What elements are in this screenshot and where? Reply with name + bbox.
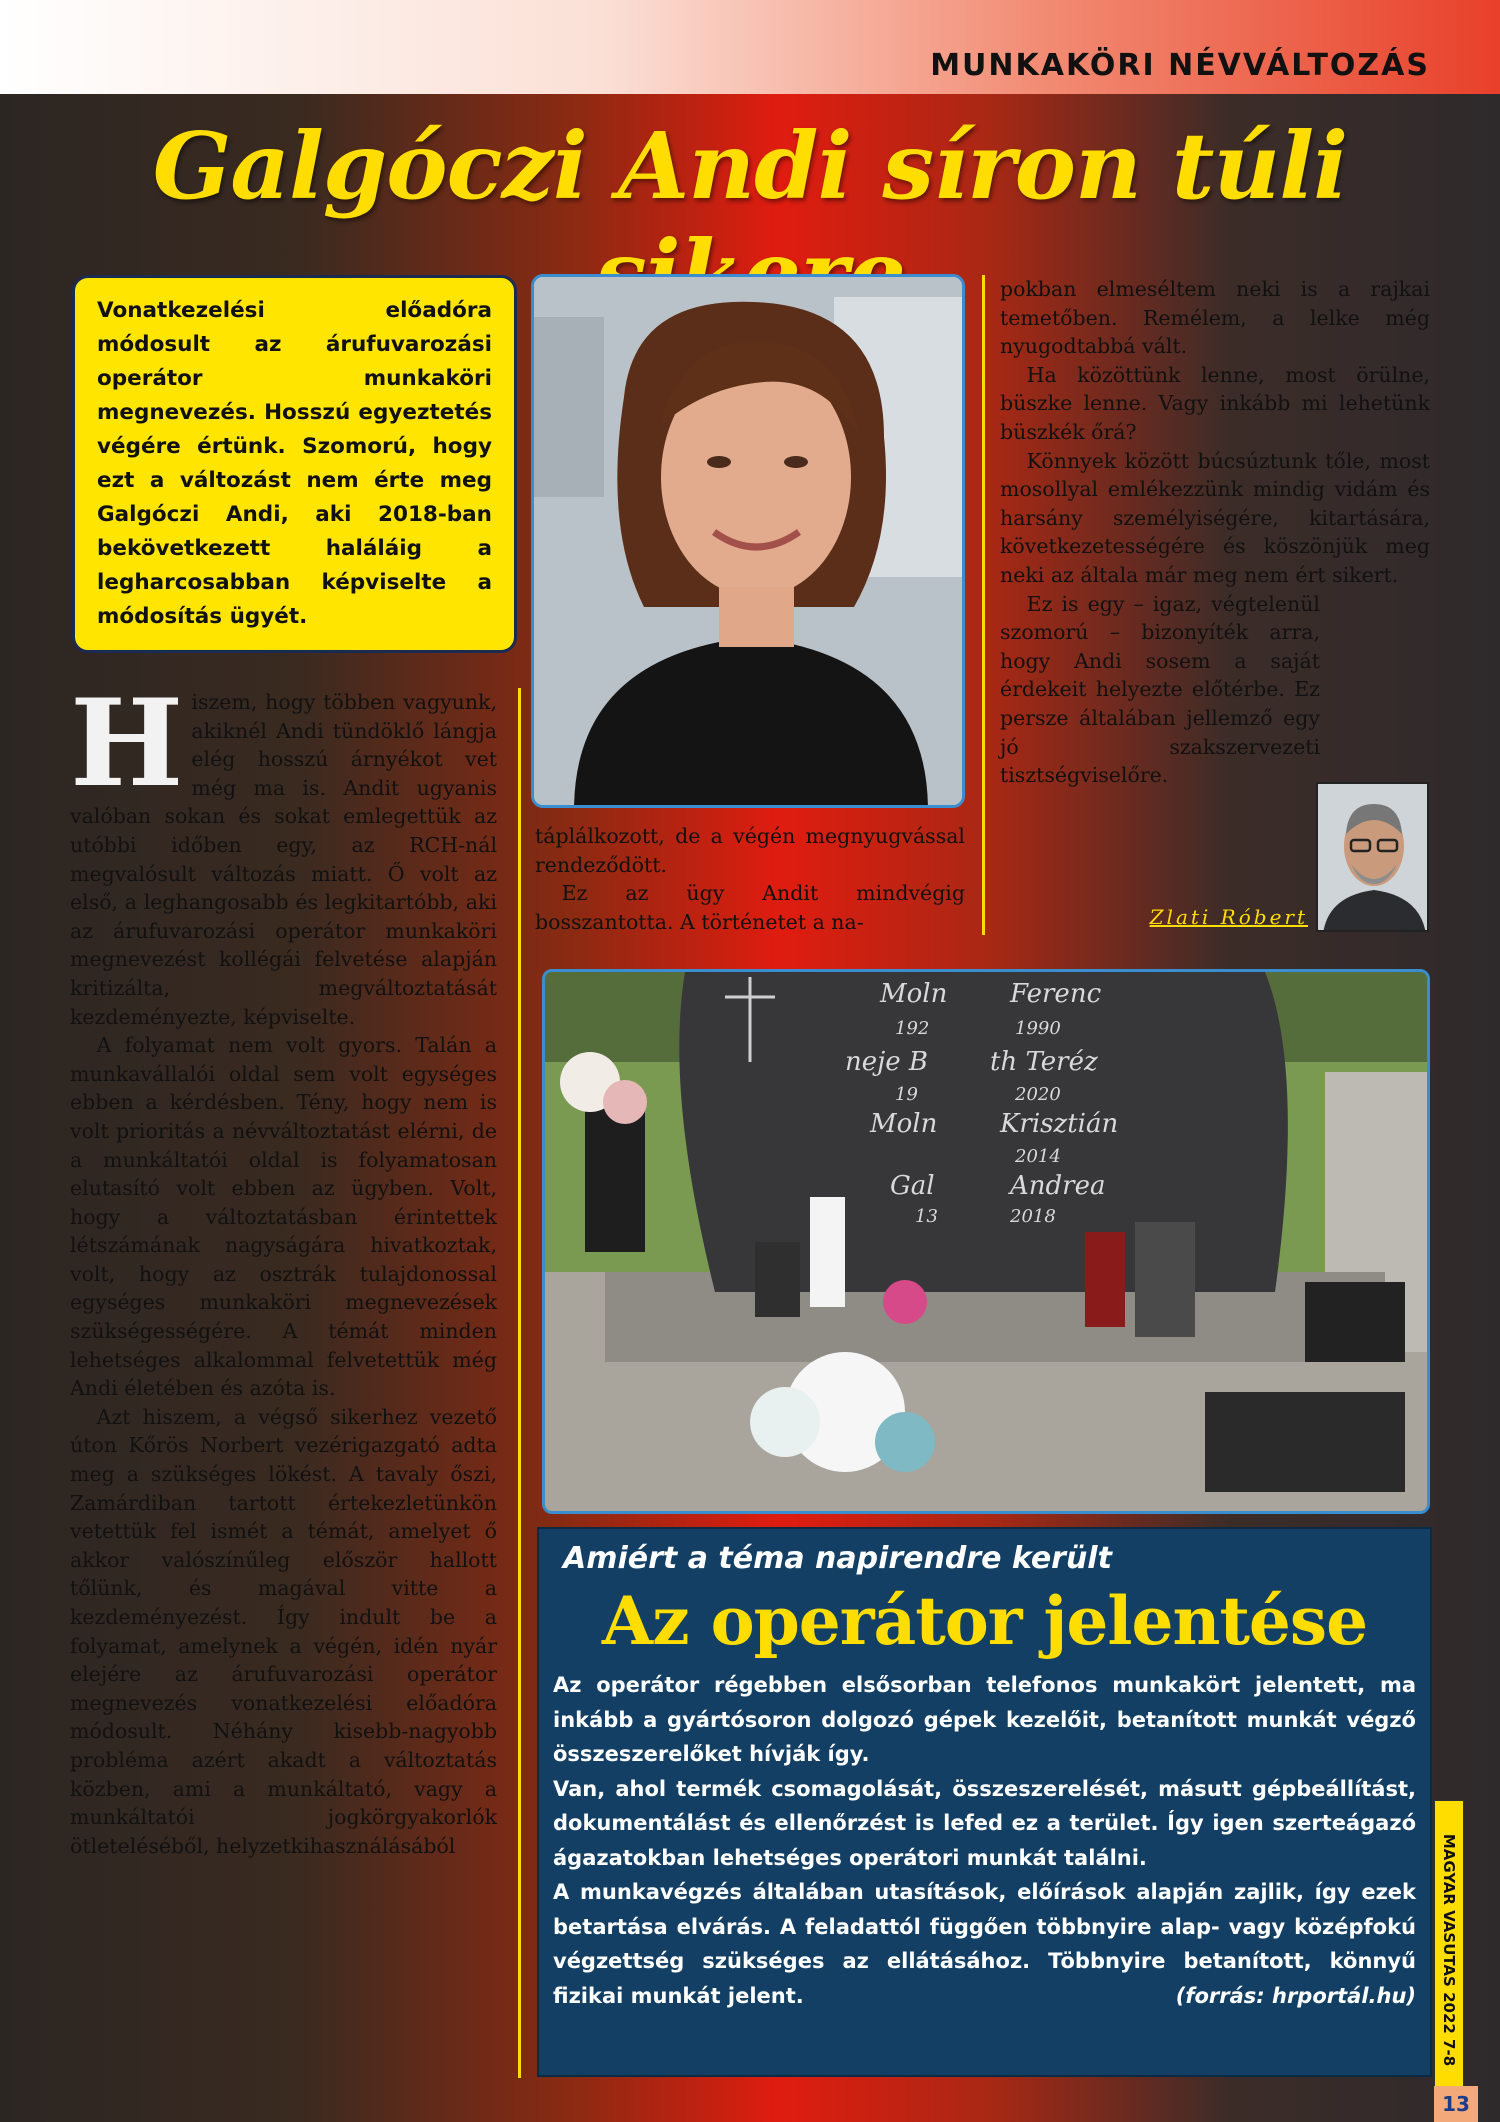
info-paragraph: A munkavégzés általában utasítások, előírások alapján zajlik, így ezek betartása elvárás. A feladattól függően többnyire alap- vagy középfokú végzettség szükséges az ellátásához. Többnyire betanított, könnyű fizikai munkát jelent.	[553, 1880, 1416, 2008]
grave-text: 2020	[1015, 1084, 1061, 1105]
grave-text: Gal	[890, 1171, 935, 1201]
headline: Galgóczi Andi síron túli	[152, 112, 1348, 220]
column-divider	[982, 275, 985, 935]
article-paragraph: Ez is egy – igaz, végtelenül szomorú – bizonyíték arra, hogy Andi sosem a saját érdekeit helyezte előtérbe. Ez persze általában jellemző egy jó szakszervezeti tisztségviselőre.	[1000, 591, 1320, 788]
article-paragraph: pokban elmeséltem neki is a rajkai temetőben. Remélem, a lelke még nyugodtabbá vált.	[1000, 277, 1430, 359]
author-photo	[1316, 782, 1429, 932]
grave-text: Andrea	[1010, 1171, 1106, 1201]
grave-text: Moln	[880, 979, 948, 1009]
article-column-2	[535, 822, 965, 936]
section-label: MUNKAKÖRI NÉVVÁLTOZÁS	[930, 48, 1430, 83]
info-title: Az operátor jelentése	[601, 1582, 1368, 1660]
grave-text: neje B	[845, 1047, 928, 1077]
magazine-tag: MAGYAR VASUTAS 2022 7-8	[1434, 1800, 1464, 2100]
info-paragraph: Van, ahol termék csomagolását, összeszerelését, másutt gépbeállítást, dokumentálást és ellenőrzést is lefed ez a terület. Így igen szerteágazó ágazatokban lehetséges operátori munkát találni.	[553, 1776, 1416, 1870]
grave-photo	[542, 969, 1430, 1514]
page-number: 13	[1434, 2086, 1478, 2122]
article-paragraph: Azt hiszem, a végső sikerhez vezető úton Kőrös Norbert vezérigazgató adta meg a szükséges lökést. A tavaly őszi, Zamárdiban tartott értekezletünkön vetettük fel ismét a témát, amelyet ő akkor valószínűleg először hallott tőlünk, és magával vitte a kezdeményezést. Így indult be a folyamat, amelynek a végén, idén nyár elejére az árufuvarozási operátor megnevezés vonatkezelési előadóra módosult. Néhány kisebb-nagyobb probléma azért akadt a változtatás közben, ami a munkáltató, vagy a munkáltatói jogkörgyakorlók ötleteléséből, helyzetkihasználásából	[70, 1404, 497, 1858]
lead-box	[72, 275, 517, 653]
lead-text: Vonatkezelési előadóra módosult az árufuvarozási operátor munkaköri megnevezés. Hosszú egyeztetés végére értünk. Szomorú, hogy ezt a változást nem érte meg Galgóczi Andi, aki 2018-ban bekövetkezett haláláig a legharcosabban képviselte a módosítás ügyét.	[97, 298, 492, 629]
grave-illustration	[545, 972, 1430, 1514]
article-paragraph: Hiszem, hogy többen vagyunk, akiknél Andi tündöklő lángja elég hosszú árnyékot vet még ma is. Andit ugyanis valóban sokan és sokat emlegettük az utóbbi időben egy, az RCH-nál megvalósult változás miatt. Ő volt az első, a leghangosabb és legkitartóbb, aki az árufuvarozási operátor munkaköri megnevezést kollégái felvetése alapján kritizálta, megváltoztatását kezdeményezte, képviselte.	[70, 673, 497, 1029]
info-kicker: Amiért a téma napirendre került	[563, 1541, 1112, 1576]
article-column-1	[70, 673, 497, 1860]
portrait-illustration	[534, 277, 965, 808]
grave-text: 13	[915, 1206, 938, 1227]
author-illustration	[1318, 784, 1429, 932]
grave-text: Ferenc	[1010, 979, 1102, 1009]
portrait-photo	[531, 274, 965, 808]
column-divider	[518, 688, 521, 2078]
article-paragraph: Könnyek között búcsúztunk tőle, most mosollyal emlékezzünk mindig vidám és harsány személyiségére, kitartására, következetességére és köszönjük meg neki az általa már meg nem ért sikert.	[1000, 448, 1430, 587]
info-box	[537, 1527, 1432, 2077]
grave-text: 2014	[1015, 1146, 1061, 1167]
info-paragraph: Az operátor régebben elsősorban telefonos munkakört jelentett, ma inkább a gyártósoron dolgozó gépek kezelőit, betanított munkát végző összeszerelőket hívják így.	[553, 1673, 1416, 1766]
article-paragraph: Ez az ügy Andit mindvégig bosszantotta. A történetet a na-	[535, 881, 965, 934]
author-byline: Zlati Róbert	[1149, 905, 1308, 929]
grave-text: 1990	[1015, 1018, 1061, 1039]
grave-text: 19	[895, 1084, 918, 1105]
grave-text: th Teréz	[990, 1047, 1098, 1077]
article-column-3	[1000, 275, 1430, 790]
grave-text: 2018	[1010, 1206, 1056, 1227]
info-source: (forrás: hrportál.hu)	[1175, 1984, 1416, 2008]
grave-text: Krisztián	[1000, 1109, 1119, 1139]
grave-text: 192	[895, 1018, 930, 1039]
grave-text: Moln	[870, 1109, 938, 1139]
info-body	[553, 1668, 1416, 2014]
article-paragraph: táplálkozott, de a végén megnyugvással rendeződött.	[535, 824, 965, 877]
article-paragraph: Ha közöttünk lenne, most örülne, büszke lenne. Vagy inkább mi lehetünk büszkék őrá?	[1000, 362, 1430, 444]
article-paragraph: A folyamat nem volt gyors. Talán a munkavállalói oldal sem volt egységes ebben a kérdésben. Tény, hogy nem is volt prioritás a névváltoztatást elérni, de a munkáltatói oldal is folyamatosan elutasító volt ebben az ügyben. Volt, hogy a változtatásban érintettek létszámának nagyságára hivatkoztak, volt, hogy az osztrák tulajdonossal egységes munkaköri megnevezések szükségességére. A témát minden lehetséges alkalommal felvetettük még Andi életében és azóta is.	[70, 1033, 497, 1401]
drop-cap: H	[70, 673, 184, 814]
